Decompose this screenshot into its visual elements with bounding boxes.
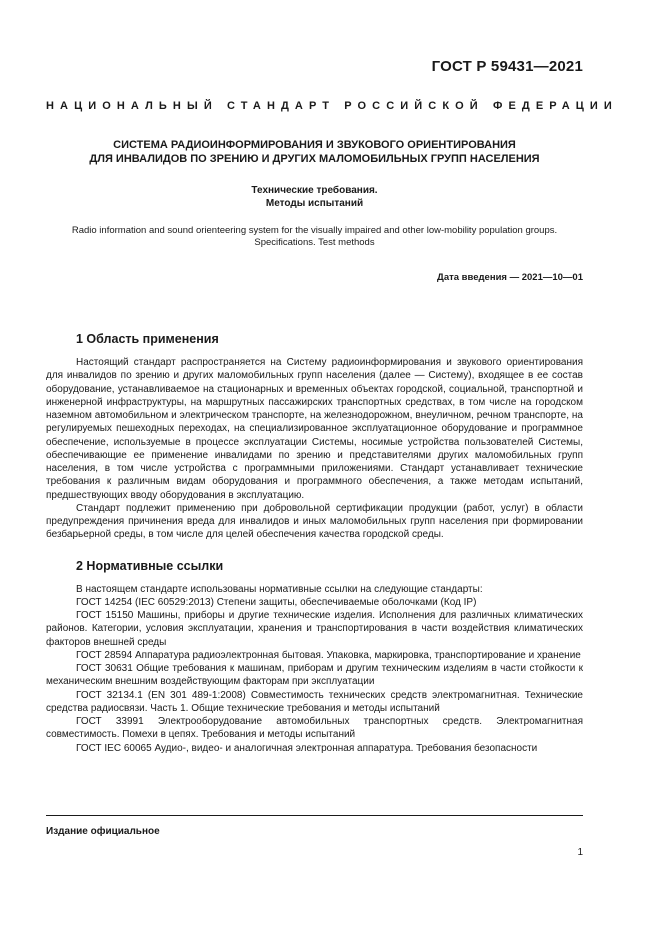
page-number: 1 xyxy=(577,847,583,858)
title-line-2: ДЛЯ ИНВАЛИДОВ ПО ЗРЕНИЮ И ДРУГИХ МАЛОМОБИЛЬНЫХ ГРУПП НАСЕЛЕНИЯ xyxy=(89,153,540,165)
reference-item: ГОСТ 30631 Общие требования к машинам, приборам и другим техническим изделиям в части стойкости к механическим внешним воздействующим факторам при эксплуатации xyxy=(46,663,583,688)
title-line-1: СИСТЕМА РАДИОИНФОРМИРОВАНИЯ И ЗВУКОВОГО ОРИЕНТИРОВАНИЯ xyxy=(113,139,516,151)
section-2-heading: 2 Нормативные ссылки xyxy=(76,558,224,573)
english-title-line-1: Radio information and sound orienteering system for the visually impaired and other low-mobility population groups. xyxy=(71,225,558,236)
reference-item: ГОСТ IEC 60065 Аудио-, видео- и аналогичная электронная аппаратура. Требования безопасности xyxy=(76,742,538,754)
document-title xyxy=(46,138,583,166)
reference-item: ГОСТ 32134.1 (EN 301 489-1:2008) Совместимость технических средств электромагнитная. Технические средства радиосвязи. Часть 1. Общие технические требования и методы испытаний xyxy=(46,689,583,714)
section-1-heading: 1 Область применения xyxy=(76,332,219,346)
document-subtitle xyxy=(46,184,583,210)
national-standard-banner: НАЦИОНАЛЬНЫЙ СТАНДАРТ РОССИЙСКОЙ ФЕДЕРАЦИИ xyxy=(46,100,618,112)
subtitle-line-2: Методы испытаний xyxy=(265,198,364,209)
standard-code: ГОСТ Р 59431—2021 xyxy=(431,58,583,75)
main-content xyxy=(46,331,583,755)
reference-item: ГОСТ 14254 (IEC 60529:2013) Степени защиты, обеспечиваемые оболочками (Код IP) xyxy=(76,596,477,608)
reference-item: ГОСТ 28594 Аппаратура радиоэлектронная бытовая. Упаковка, маркировка, транспортирование и хранение xyxy=(76,649,581,661)
reference-item: ГОСТ 15150 Машины, приборы и другие технические изделия. Исполнения для различных климатических районов. Категории, условия эксплуатации, хранения и транспортирования в части воздействия климатических факторов внешней среды xyxy=(46,610,583,648)
normative-references xyxy=(46,583,583,755)
official-edition-label: Издание официальное xyxy=(46,826,160,837)
english-title xyxy=(46,225,583,249)
introduction-date: Дата введения — 2021—10—01 xyxy=(437,272,583,283)
footer-divider xyxy=(46,815,583,816)
english-title-line-2: Specifications. Test methods xyxy=(254,237,375,248)
reference-item: ГОСТ 33991 Электрооборудование автомобильных транспортных средств. Электромагнитная совместимость. Помехи в цепях. Требования и методы испытаний xyxy=(46,716,583,741)
references-intro: В настоящем стандарте использованы нормативные ссылки на следующие стандарты: xyxy=(76,583,483,595)
section-1-paragraph-1: Настоящий стандарт распространяется на Систему радиоинформирования и звукового ориентирования для инвалидов по зрению и других маломобильных групп населения (далее — Систему), входящее в ее состав оборудование, устанавливаемое на стационарных и временных объектах городской, социальной, транспортной и инженерной инфраструктуры, на маршрутных пассажирских транспортных средствах, в том числе на городском наземном автомобильном и электрическом транспорте, на железнодорожном, внеуличном, речном транспорте, на регулируемых пешеходных переходах, на специализированное эксплуатационное оборудование и программное обеспечение, используемые в процессе эксплуатации Системы, носимые устройства пользователей Системы, обеспечивающие ее применение инвалидами по зрению и представителями других маломобильных групп населения, в том числе устройства с программными приложениями. Стандарт устанавливает технические требования к различным видам оборудования и программного обеспечения, а также методам испытаний, предшествующих вводу оборудования в эксплуатацию. xyxy=(46,357,583,501)
section-1-paragraph-2: Стандарт подлежит применению при добровольной сертификации продукции (работ, услуг) в области предупреждения причинения вреда для инвалидов и иных маломобильных групп населения при формировании безбарьерной среды, в том числе для целей обеспечения качества городской среды. xyxy=(46,502,583,541)
subtitle-line-1: Технические требования. xyxy=(251,185,378,196)
